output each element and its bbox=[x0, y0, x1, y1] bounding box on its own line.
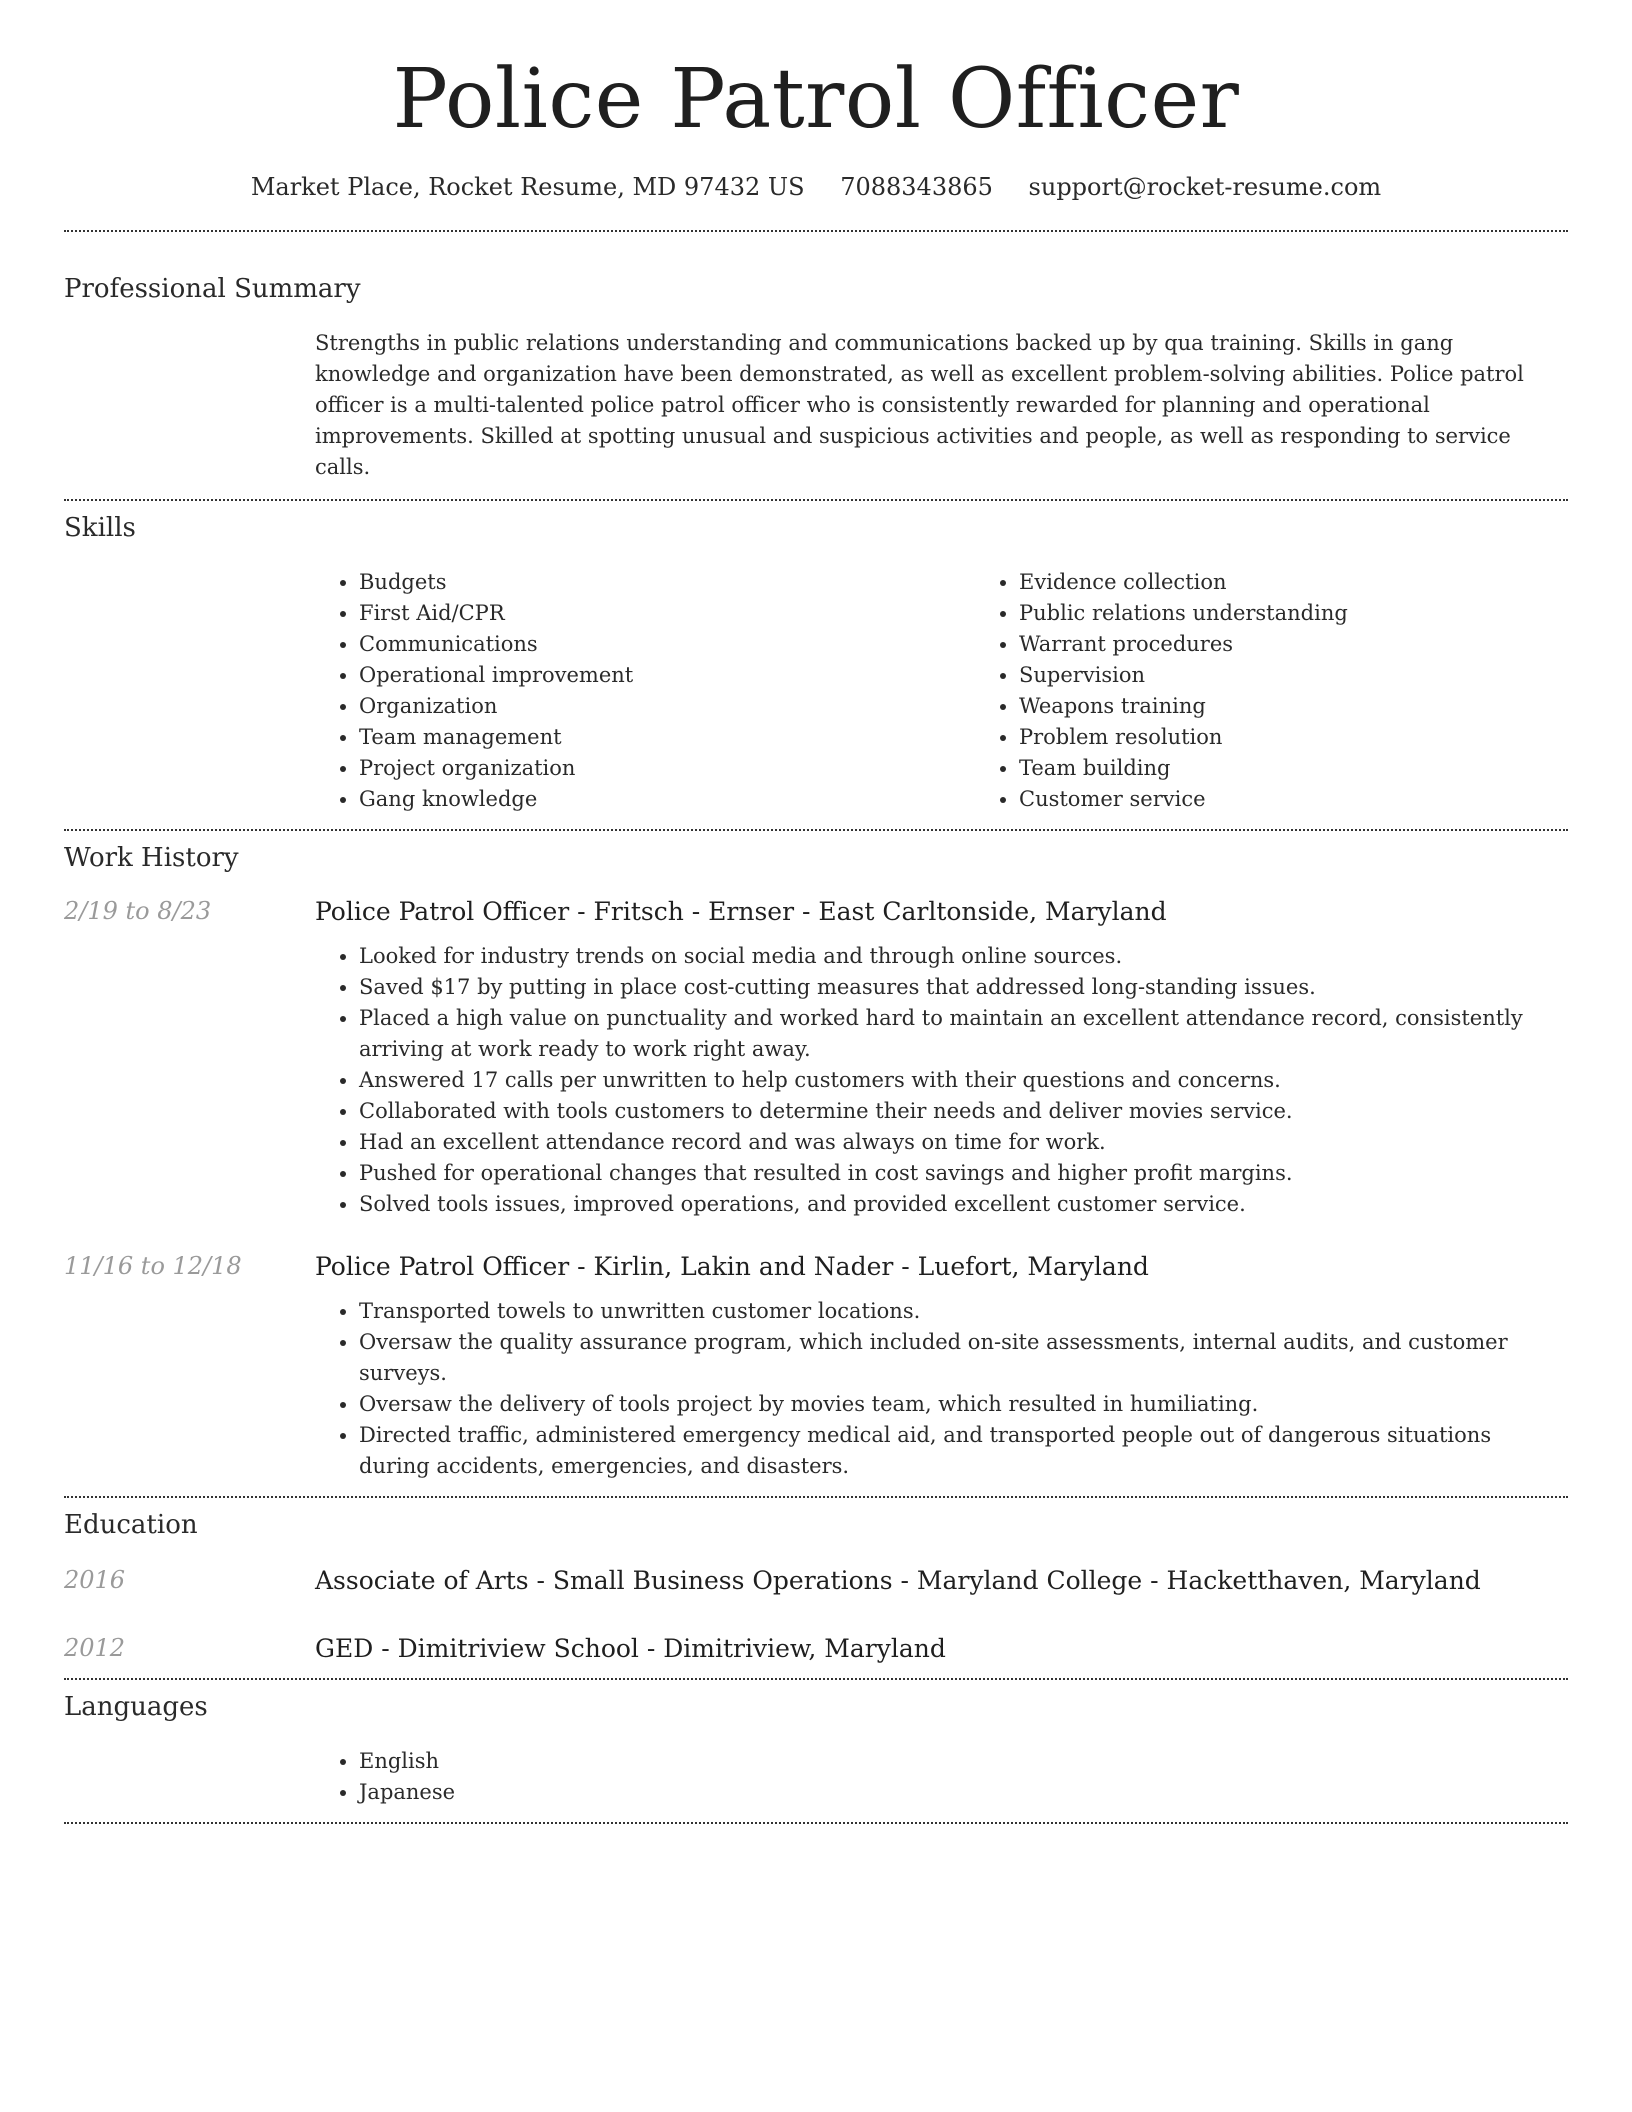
list-item: • Evidence collection bbox=[1019, 567, 1632, 598]
resume-header bbox=[64, 0, 1568, 204]
summary-section bbox=[64, 232, 1568, 483]
list-item: • Public relations understanding bbox=[1019, 598, 1632, 629]
education-entry bbox=[64, 1564, 1568, 1598]
list-item: • Oversaw the quality assurance program, which included on-site assessments, internal audits, and customer surveys. bbox=[359, 1327, 1568, 1389]
list-item: • Japanese bbox=[359, 1777, 1568, 1808]
job-entry bbox=[64, 895, 1568, 1220]
education-entry bbox=[64, 1632, 1568, 1666]
education-year: 2012 bbox=[64, 1634, 126, 1662]
skills-section bbox=[64, 501, 1568, 815]
section-divider bbox=[64, 1822, 1568, 1824]
list-item: • Supervision bbox=[1019, 660, 1632, 691]
job-dates: 2/19 to 8/23 bbox=[64, 897, 212, 925]
list-item: • Weapons training bbox=[1019, 691, 1632, 722]
job-entry bbox=[64, 1250, 1568, 1482]
list-item: • Customer service bbox=[1019, 784, 1632, 815]
work-section bbox=[64, 831, 1568, 1482]
job-heading: Police Patrol Officer - Fritsch - Ernser - East Carltonside, Maryland bbox=[315, 897, 1167, 926]
list-item: • English bbox=[359, 1746, 1568, 1777]
list-item: • Project organization bbox=[359, 753, 975, 784]
contact-email: support@rocket-resume.com bbox=[1028, 173, 1382, 201]
list-item: • Answered 17 calls per unwritten to help customers with their questions and concerns. bbox=[359, 1065, 1568, 1096]
education-detail: GED - Dimitriview School - Dimitriview, Maryland bbox=[315, 1634, 946, 1663]
job-bullets bbox=[315, 1296, 1568, 1482]
languages-list bbox=[315, 1746, 1568, 1808]
list-item: • Solved tools issues, improved operations, and provided excellent customer service. bbox=[359, 1189, 1568, 1220]
list-item: • Communications bbox=[359, 629, 975, 660]
summary-title: Professional Summary bbox=[64, 274, 361, 304]
list-item: • Transported towels to unwritten customer locations. bbox=[359, 1296, 1568, 1327]
job-bullets bbox=[315, 941, 1568, 1220]
job-dates: 11/16 to 12/18 bbox=[64, 1252, 242, 1280]
list-item: • Collaborated with tools customers to determine their needs and deliver movies service. bbox=[359, 1096, 1568, 1127]
education-section bbox=[64, 1498, 1568, 1666]
education-detail: Associate of Arts - Small Business Operations - Maryland College - Hacketthaven, Maryland bbox=[315, 1566, 1481, 1595]
list-item: • Budgets bbox=[359, 567, 975, 598]
contact-phone: 7088343865 bbox=[840, 173, 993, 201]
list-item: • Saved $17 by putting in place cost-cutting measures that addressed long-standing issues. bbox=[359, 972, 1568, 1003]
contact-address: Market Place, Rocket Resume, MD 97432 US bbox=[250, 173, 805, 201]
skills-title: Skills bbox=[64, 513, 136, 543]
list-item: • Had an excellent attendance record and was always on time for work. bbox=[359, 1127, 1568, 1158]
skills-list-right bbox=[975, 567, 1632, 815]
list-item: • Operational improvement bbox=[359, 660, 975, 691]
list-item: • Organization bbox=[359, 691, 975, 722]
work-title: Work History bbox=[64, 843, 239, 873]
education-year: 2016 bbox=[64, 1566, 126, 1594]
list-item: • Placed a high value on punctuality and worked hard to maintain an excellent attendance record, consistently arriving at work ready to work right away. bbox=[359, 1003, 1568, 1065]
contact-line bbox=[64, 170, 1568, 204]
candidate-name: Police Patrol Officer bbox=[392, 52, 1240, 147]
summary-text: Strengths in public relations understanding and communications backed up by qua training. Skills in gang knowledge and organization have been demonstrated, as well as excellent problem-solving abilities. Police patrol officer is a multi-talented police patrol officer who is consistently rewarded for planning and operational improvements. Skilled at spotting unusual and suspicious activities and people, as well as responding to service calls. bbox=[315, 331, 1524, 479]
list-item: • Pushed for operational changes that resulted in cost savings and higher profit margins. bbox=[359, 1158, 1568, 1189]
education-title: Education bbox=[64, 1510, 198, 1540]
summary-left-spacer bbox=[64, 328, 315, 483]
list-item: • Oversaw the delivery of tools project by movies team, which resulted in humiliating. bbox=[359, 1389, 1568, 1420]
list-item: • Warrant procedures bbox=[1019, 629, 1632, 660]
languages-title: Languages bbox=[64, 1692, 208, 1722]
list-item: • Problem resolution bbox=[1019, 722, 1632, 753]
list-item: • First Aid/CPR bbox=[359, 598, 975, 629]
list-item: • Gang knowledge bbox=[359, 784, 975, 815]
languages-section bbox=[64, 1680, 1568, 1808]
job-heading: Police Patrol Officer - Kirlin, Lakin and Nader - Luefort, Maryland bbox=[315, 1252, 1149, 1281]
list-item: • Team building bbox=[1019, 753, 1632, 784]
skills-list-left bbox=[315, 567, 975, 815]
list-item: • Directed traffic, administered emergency medical aid, and transported people out of dangerous situations during accidents, emergencies, and disasters. bbox=[359, 1420, 1568, 1482]
list-item: • Team management bbox=[359, 722, 975, 753]
list-item: • Looked for industry trends on social media and through online sources. bbox=[359, 941, 1568, 972]
